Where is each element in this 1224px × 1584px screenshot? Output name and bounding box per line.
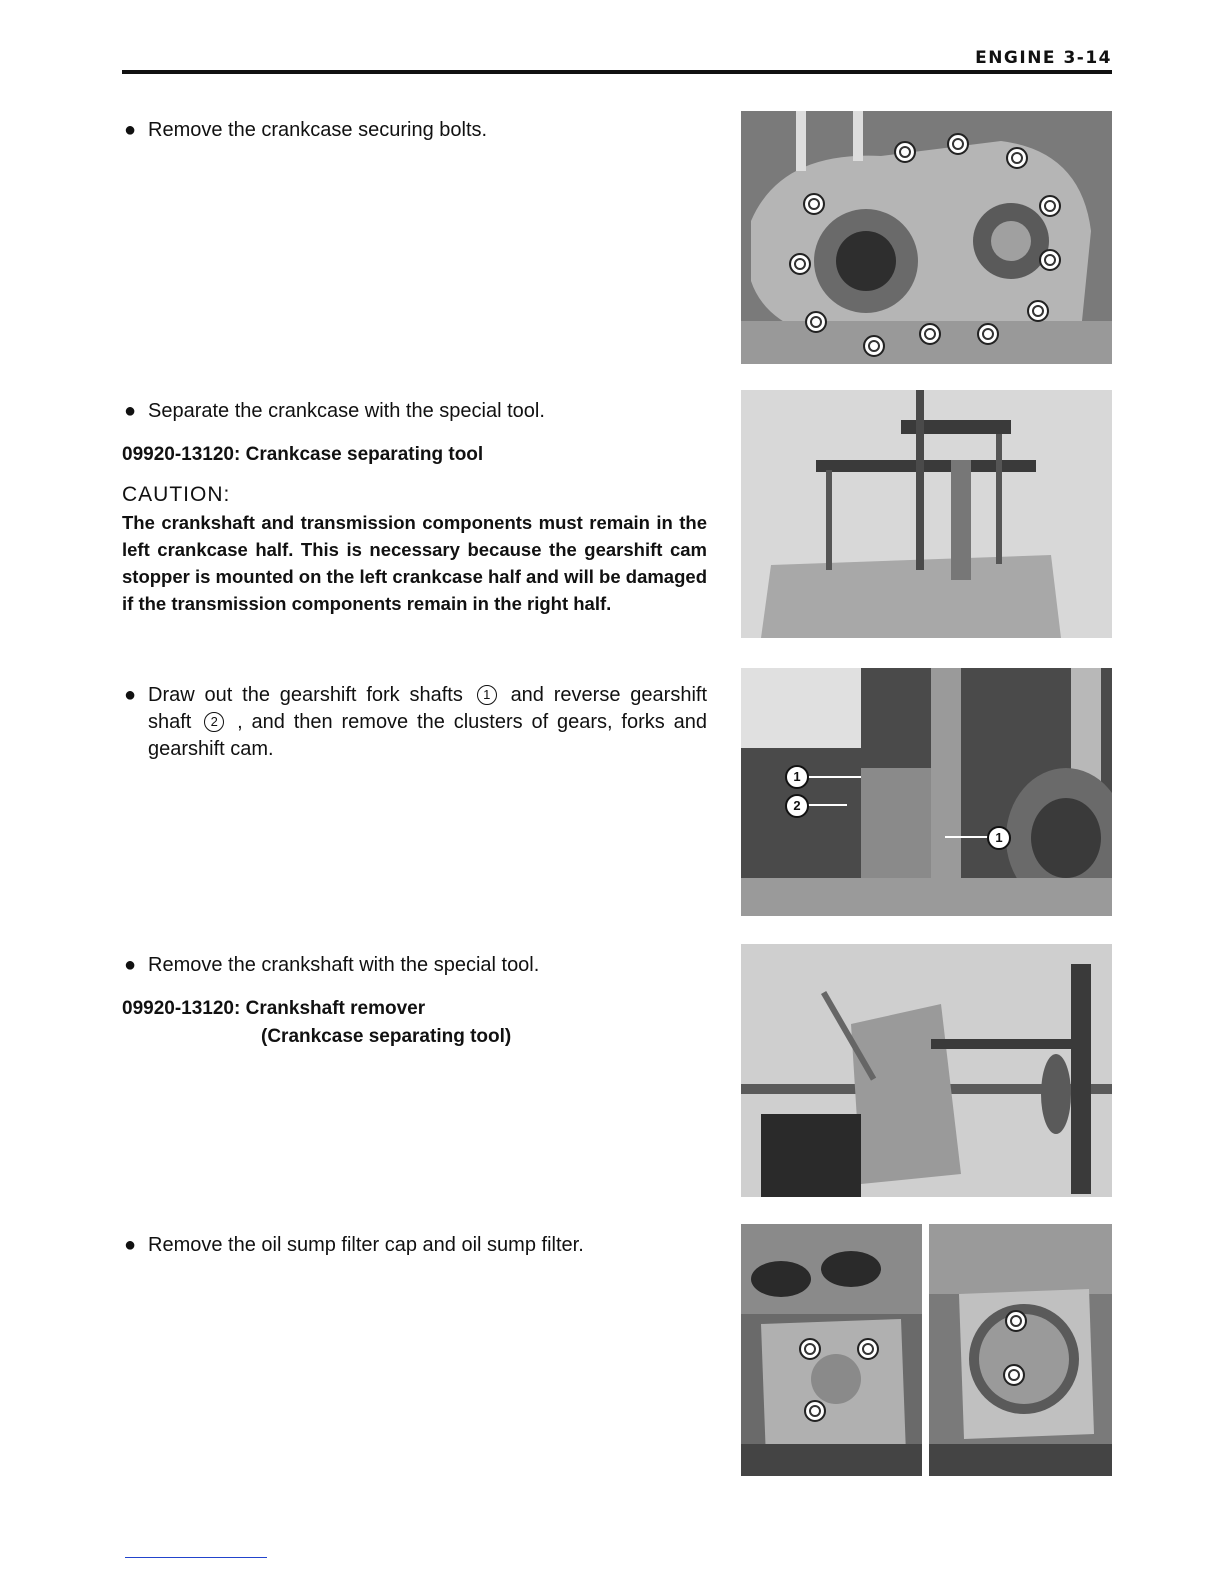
step-4-text: Remove the crankshaft with the special tool. xyxy=(148,954,540,976)
photo-oil-sump-cap-image xyxy=(741,1224,922,1476)
step-3-text-part1: Draw out the gearshift fork shafts xyxy=(148,684,463,706)
photo-oil-sump-filter xyxy=(929,1224,1112,1476)
bullet-dot-icon: ● xyxy=(124,1234,137,1256)
photo-crankshaft-remover xyxy=(741,944,1112,1197)
bolt-marker xyxy=(919,323,941,345)
step-2 xyxy=(122,398,707,617)
step-4-tool-name: 09920-13120: Crankshaft remover xyxy=(122,998,426,1019)
step-2-text: Separate the crankcase with the special tool. xyxy=(148,400,545,422)
bolt-marker xyxy=(1003,1364,1025,1386)
bolt-marker xyxy=(799,1338,821,1360)
bolt-marker xyxy=(805,311,827,333)
page-header-title: ENGINE 3-14 xyxy=(975,48,1112,68)
step-3 xyxy=(122,682,707,763)
step-1-text: Remove the crankcase securing bolts. xyxy=(148,119,488,141)
photo-oil-sump-filter-image xyxy=(929,1224,1112,1476)
photo-label-1: 1 xyxy=(785,765,809,789)
step-1 xyxy=(122,117,707,144)
bullet-dot-icon: ● xyxy=(124,954,137,976)
photo-crankshaft-remover-image xyxy=(741,944,1112,1197)
leader-line xyxy=(805,776,861,778)
footer-rule xyxy=(125,1557,267,1558)
leader-line xyxy=(805,804,847,806)
step-2-tool: 09920-13120: Crankcase separating tool xyxy=(122,444,484,465)
caution-text: The crankshaft and transmission components must remain in the left crankcase half. This is necessary because the gearshift cam stopper is mounted on the left crankcase half and will be damaged if the transmission components remain in the right half. xyxy=(122,512,707,614)
bolt-marker xyxy=(1039,195,1061,217)
caution-heading: CAUTION: xyxy=(122,483,231,506)
bolt-marker xyxy=(947,133,969,155)
header-rule xyxy=(122,70,1112,74)
bullet-dot-icon: ● xyxy=(124,119,137,141)
photo-gearshift-shafts xyxy=(741,668,1112,916)
step-4 xyxy=(122,952,707,1049)
step-3-bullet xyxy=(122,682,707,763)
bolt-marker xyxy=(789,253,811,275)
photo-crankcase-bolts xyxy=(741,111,1112,364)
step-3-text-part2: and reverse gearshift shaft xyxy=(148,684,708,733)
bolt-marker xyxy=(863,335,885,357)
photo-label-2: 2 xyxy=(785,794,809,818)
step-4-tool xyxy=(122,997,707,1049)
photo-gearshift-shafts-image xyxy=(741,668,1112,916)
callout-2: 2 xyxy=(204,712,224,732)
photo-oil-sump-cap xyxy=(741,1224,922,1476)
step-4-tool-sub: (Crankcase separating tool) xyxy=(261,1026,512,1047)
bolt-marker xyxy=(1005,1310,1027,1332)
step-5-bullet xyxy=(122,1232,707,1259)
bolt-marker xyxy=(857,1338,879,1360)
step-5-text: Remove the oil sump filter cap and oil sump filter. xyxy=(148,1234,584,1256)
photo-label-1: 1 xyxy=(987,826,1011,850)
bolt-marker xyxy=(804,1400,826,1422)
step-3-text-part3: , and then remove the clusters of gears, forks and gearshift cam. xyxy=(148,711,707,760)
callout-1: 1 xyxy=(477,685,497,705)
bullet-dot-icon: ● xyxy=(124,684,137,706)
leader-line xyxy=(945,836,989,838)
bullet-dot-icon: ● xyxy=(124,400,137,422)
bolt-marker xyxy=(1006,147,1028,169)
bolt-marker xyxy=(803,193,825,215)
bolt-marker xyxy=(1039,249,1061,271)
photo-separating-tool-image xyxy=(741,390,1112,638)
bolt-marker xyxy=(977,323,999,345)
step-2-bullet xyxy=(122,398,707,425)
step-5 xyxy=(122,1232,707,1259)
bolt-marker xyxy=(894,141,916,163)
step-4-bullet xyxy=(122,952,707,979)
photo-separating-tool xyxy=(741,390,1112,638)
step-1-bullet xyxy=(122,117,707,144)
bolt-marker xyxy=(1027,300,1049,322)
